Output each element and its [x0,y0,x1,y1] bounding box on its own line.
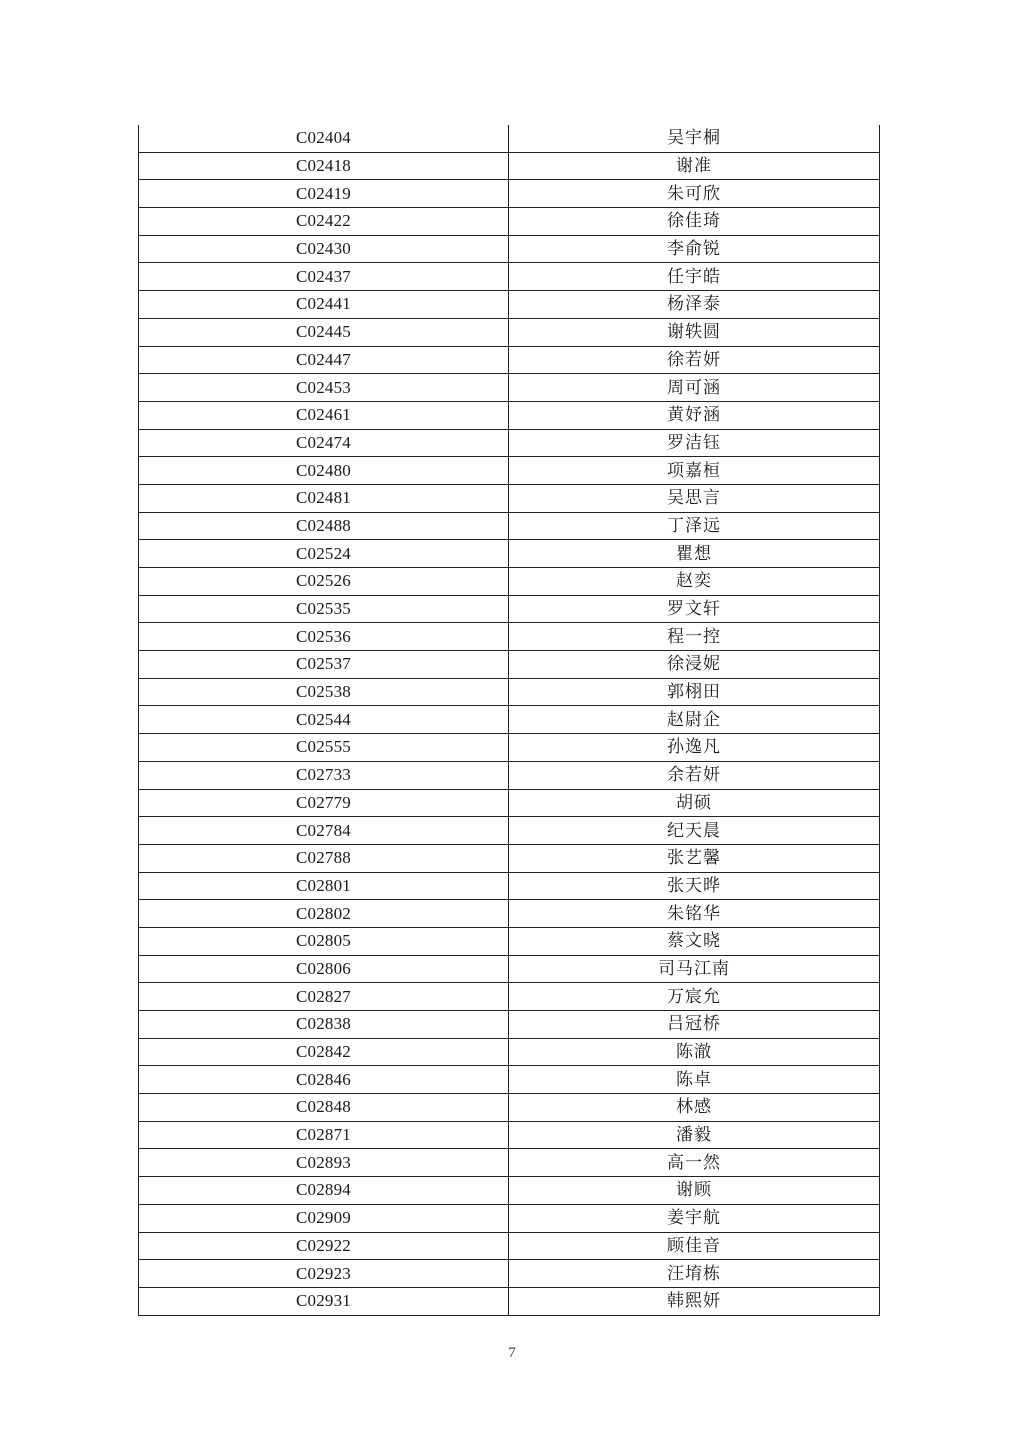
student-name-cell: 谢轶圆 [509,318,880,346]
student-name-cell: 黄妤涵 [509,401,880,429]
student-id-cell: C02474 [139,429,509,457]
student-id-cell: C02922 [139,1232,509,1260]
table-row [139,1260,880,1288]
student-id-cell: C02848 [139,1094,509,1122]
student-id-cell: C02871 [139,1121,509,1149]
table-row [139,1094,880,1122]
student-id-cell: C02536 [139,623,509,651]
student-name-cell: 司马江南 [509,955,880,983]
table-row [139,900,880,928]
student-id-cell: C02453 [139,374,509,402]
student-name-cell: 李俞锐 [509,235,880,263]
student-name-cell: 孙逸凡 [509,734,880,762]
student-id-cell: C02422 [139,208,509,236]
student-id-cell: C02802 [139,900,509,928]
table-row [139,927,880,955]
table-row [139,1121,880,1149]
student-name-cell: 姜宇航 [509,1204,880,1232]
student-name-cell: 顾佳音 [509,1232,880,1260]
student-id-cell: C02480 [139,457,509,485]
table-row [139,844,880,872]
table-row [139,1232,880,1260]
student-id-cell: C02779 [139,789,509,817]
student-id-cell: C02526 [139,568,509,596]
table-row [139,623,880,651]
student-id-cell: C02447 [139,346,509,374]
table-row [139,429,880,457]
student-name-cell: 高一然 [509,1149,880,1177]
student-id-cell: C02827 [139,983,509,1011]
student-id-cell: C02481 [139,484,509,512]
table-row [139,678,880,706]
table-row [139,457,880,485]
student-id-cell: C02733 [139,761,509,789]
student-name-cell: 谢准 [509,152,880,180]
student-id-cell: C02838 [139,1011,509,1039]
student-name-cell: 徐浸妮 [509,651,880,679]
table-row [139,1066,880,1094]
student-id-cell: C02784 [139,817,509,845]
student-name-cell: 郭栩田 [509,678,880,706]
student-id-cell: C02404 [139,125,509,152]
table-row [139,734,880,762]
student-name-cell: 余若妍 [509,761,880,789]
table-row [139,1149,880,1177]
table-row [139,595,880,623]
student-name-cell: 潘毅 [509,1121,880,1149]
table-row [139,346,880,374]
student-id-cell: C02805 [139,927,509,955]
table-row [139,872,880,900]
student-name-cell: 陈澈 [509,1038,880,1066]
student-name-cell: 纪天晨 [509,817,880,845]
student-id-cell: C02544 [139,706,509,734]
table-row [139,152,880,180]
table-row [139,374,880,402]
student-name-cell: 韩熙妍 [509,1287,880,1315]
student-name-cell: 陈卓 [509,1066,880,1094]
student-name-cell: 丁泽远 [509,512,880,540]
table-row [139,208,880,236]
student-id-cell: C02788 [139,844,509,872]
page-number: 7 [508,1345,516,1361]
table-row [139,540,880,568]
table-row [139,125,880,152]
student-id-cell: C02437 [139,263,509,291]
table-row [139,651,880,679]
student-id-cell: C02806 [139,955,509,983]
table-row [139,1038,880,1066]
table-row [139,235,880,263]
roster-table-body [139,125,880,1315]
student-name-cell: 周可涵 [509,374,880,402]
student-id-cell: C02538 [139,678,509,706]
student-id-cell: C02931 [139,1287,509,1315]
student-id-cell: C02524 [139,540,509,568]
table-row [139,983,880,1011]
table-row [139,789,880,817]
student-id-cell: C02537 [139,651,509,679]
student-name-cell: 谢顾 [509,1177,880,1205]
student-id-cell: C02846 [139,1066,509,1094]
table-row [139,1204,880,1232]
student-name-cell: 徐若妍 [509,346,880,374]
student-name-cell: 张天晔 [509,872,880,900]
student-id-cell: C02894 [139,1177,509,1205]
table-row [139,955,880,983]
student-id-cell: C02842 [139,1038,509,1066]
student-name-cell: 蔡文晓 [509,927,880,955]
student-id-cell: C02418 [139,152,509,180]
student-id-cell: C02801 [139,872,509,900]
student-name-cell: 徐佳琦 [509,208,880,236]
student-id-cell: C02923 [139,1260,509,1288]
student-name-cell: 吴思言 [509,484,880,512]
table-row [139,706,880,734]
student-id-cell: C02909 [139,1204,509,1232]
student-name-cell: 胡硕 [509,789,880,817]
student-name-cell: 吴宇桐 [509,125,880,152]
table-row [139,401,880,429]
table-row [139,1177,880,1205]
student-name-cell: 汪堉栋 [509,1260,880,1288]
table-row [139,1287,880,1315]
student-id-cell: C02430 [139,235,509,263]
student-name-cell: 吕冠桥 [509,1011,880,1039]
table-row [139,484,880,512]
table-row [139,180,880,208]
table-row [139,568,880,596]
student-name-cell: 项嘉桓 [509,457,880,485]
table-row [139,512,880,540]
student-name-cell: 罗洁钰 [509,429,880,457]
student-name-cell: 赵尉企 [509,706,880,734]
student-name-cell: 朱可欣 [509,180,880,208]
table-row [139,761,880,789]
student-id-cell: C02441 [139,291,509,319]
table-row [139,318,880,346]
student-id-cell: C02461 [139,401,509,429]
student-id-cell: C02419 [139,180,509,208]
student-name-cell: 瞿想 [509,540,880,568]
student-name-cell: 程一控 [509,623,880,651]
student-name-cell: 赵奕 [509,568,880,596]
student-name-cell: 张艺馨 [509,844,880,872]
student-id-cell: C02445 [139,318,509,346]
table-row [139,817,880,845]
student-name-cell: 万宸允 [509,983,880,1011]
student-name-cell: 朱铭华 [509,900,880,928]
student-name-cell: 任宇皓 [509,263,880,291]
table-row [139,1011,880,1039]
student-name-cell: 罗文轩 [509,595,880,623]
table-row [139,263,880,291]
student-id-cell: C02893 [139,1149,509,1177]
student-name-cell: 杨泽泰 [509,291,880,319]
student-id-cell: C02535 [139,595,509,623]
table-row [139,291,880,319]
student-name-cell: 林感 [509,1094,880,1122]
student-id-cell: C02555 [139,734,509,762]
roster-table [138,125,880,1316]
student-id-cell: C02488 [139,512,509,540]
